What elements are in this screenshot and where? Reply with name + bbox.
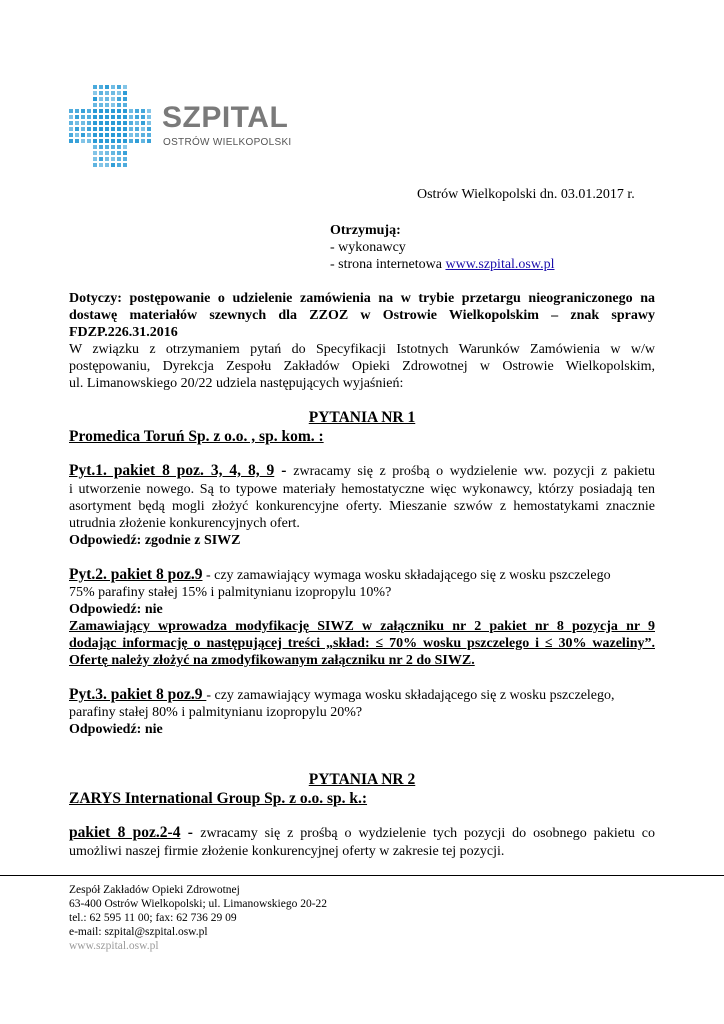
intro-line: W związku z otrzymaniem pytań do Specyfikacji Istotnych Warunków Zamówienia w w/w xyxy=(69,342,655,357)
question-text: - czy zamawiający wymaga wosku składającego się z wosku pszczelego, xyxy=(206,688,615,703)
company-name: Promedica Toruń Sp. z o.o. , sp. kom. : xyxy=(69,428,324,445)
recipient-item xyxy=(330,256,554,273)
section-heading: PYTANIA NR 1 xyxy=(308,409,416,426)
subject-line: Dotyczy: postępowanie o udzielenie zamówienia na w trybie przetargu nieograniczonego na xyxy=(69,291,655,306)
question-line: parafiny stałej 80% i palmitynianu izopropylu 20%? xyxy=(69,705,363,720)
footer-line: Zespół Zakładów Opieki Zdrowotnej xyxy=(69,884,240,896)
question-label: pakiet 8 poz.2-4 xyxy=(69,824,181,841)
website-link[interactable]: www.szpital.osw.pl xyxy=(445,257,555,272)
company-name: ZARYS International Group Sp. z o.o. sp. k.: xyxy=(69,790,368,807)
answer: Odpowiedź: nie xyxy=(69,602,163,617)
intro-line: postępowaniu, Dyrekcja Zespołu Zakładów Opieki Zdrowotnej w Ostrowie Wielkopolskim, xyxy=(69,359,655,374)
question-text: zwracamy się z prośbą o wydzielenie tych pozycji do osobnego pakietu co xyxy=(200,826,655,841)
footer-divider xyxy=(0,875,724,876)
question-line: 75% parafiny stałej 15% i palmitynianu izopropylu 10%? xyxy=(69,585,392,600)
modification-line: Zamawiający wprowadza modyfikację SIWZ w załączniku nr 2 pakiet nr 8 pozycja nr 9 xyxy=(69,619,655,634)
logo-name: SZPITAL xyxy=(162,101,289,134)
subject-reference: FDZP.226.31.2016 xyxy=(69,325,178,340)
footer-line: 63-400 Ostrów Wielkopolski; ul. Limanowskiego 20-22 xyxy=(69,898,328,910)
subject-line: dostawę materiałów szewnych dla ZZOZ w Ostrowie Wielkopolskim – znak sprawy xyxy=(69,308,655,323)
date-line: Ostrów Wielkopolski dn. 03.01.2017 r. xyxy=(417,187,635,202)
intro-line: ul. Limanowskiego 20/22 udziela następujących wyjaśnień: xyxy=(69,376,404,391)
answer: Odpowiedź: nie xyxy=(69,722,163,737)
question-line xyxy=(69,686,615,704)
logo-subtitle: OSTRÓW WIELKOPOLSKI xyxy=(163,137,292,148)
recipient-item: - wykonawcy xyxy=(330,240,406,255)
question-line: utrudnia złożenie konkurencyjnych ofert. xyxy=(69,516,300,531)
recipients-heading: Otrzymują: xyxy=(330,223,401,238)
answer: Odpowiedź: zgodnie z SIWZ xyxy=(69,533,241,548)
question-line xyxy=(69,824,655,842)
question-dash: - xyxy=(180,824,201,841)
question-label: Pyt.1. pakiet 8 poz. 3, 4, 8, 9 xyxy=(69,462,275,479)
question-line xyxy=(69,462,655,480)
question-label: Pyt.2. pakiet 8 poz.9 xyxy=(69,566,203,583)
footer-line: e-mail: szpital@szpital.osw.pl xyxy=(69,926,208,938)
recipient-item-label: - strona internetowa xyxy=(330,257,446,272)
section-heading: PYTANIA NR 2 xyxy=(308,771,416,788)
question-line: umożliwi naszej firmie złożenie konkurencyjnej oferty w zakresie tej pozycji. xyxy=(69,844,505,859)
question-text: zwracamy się z prośbą o wydzielenie ww. pozycji z pakietu xyxy=(293,464,656,479)
footer-line: tel.: 62 595 11 00; fax: 62 736 29 09 xyxy=(69,912,237,924)
question-line: asortyment będą mogli złożyć konkurencyjne oferty. Mieszanie szwów z hemostatykami znacznie xyxy=(69,499,655,514)
question-line xyxy=(69,566,611,584)
question-label: Pyt.3. pakiet 8 poz.9 xyxy=(69,686,207,703)
footer-website: www.szpital.osw.pl xyxy=(69,940,159,952)
modification-line: dodając informację o następującej treści „skład: ≤ 70% wosku pszczelego i ≤ 30% wazeliny”. xyxy=(69,636,655,651)
hospital-cross-logo-icon xyxy=(68,84,152,168)
modification-line: Ofertę należy złożyć na zmodyfikowanym załączniku nr 2 do SIWZ. xyxy=(69,653,475,668)
question-text: - czy zamawiający wymaga wosku składającego się z wosku pszczelego xyxy=(202,568,611,583)
question-dash: - xyxy=(274,462,294,479)
question-line: i utworzenie nowego. Są to typowe materiały hemostatyczne więc wykonawcy, którzy posiadają ten xyxy=(69,482,655,497)
